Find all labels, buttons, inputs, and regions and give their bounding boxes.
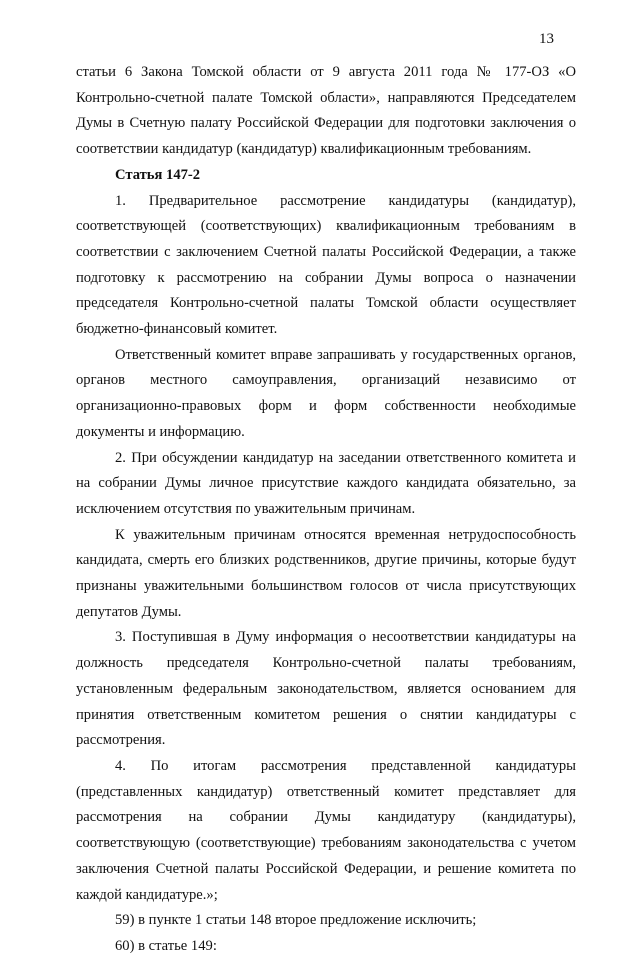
paragraph-valid-reasons: К уважительным причинам относятся временная нетрудоспособность кандидата, смерть его близких родственников, другие причины, которые будут признаны уважительными большинством голосов от числа присутствующих депутатов Думы.: [76, 526, 576, 620]
paragraph-continuation: статьи 6 Закона Томской области от 9 августа 2011 года № 177-ОЗ «О Контрольно-счетной палате Томской области», направляются Председателем Думы в Счетную палату Российской Федерации для подготовки заключения о соответствии кандидатур (кандидатур) квалификационным требованиям.: [76, 64, 576, 158]
document-body: [76, 60, 576, 960]
paragraph-clause-3: 3. Поступившая в Думу информация о несоответствии кандидатуры на должность председателя Контрольно-счетной палаты требованиям, установленным федеральным законодательством, является основанием для принятия ответственным комитетом решения о снятии кандидатуры с рассмотрения.: [76, 629, 576, 749]
paragraph-clause-1: 1. Предварительное рассмотрение кандидатуры (кандидатур), соответствующей (соответствующих) квалификационным требованиям в соответствии с заключением Счетной палаты Российской Федерации, а также подготовку к рассмотрению на собрании Думы вопроса о назначении председателя Контрольно-счетной палаты Томской области осуществляет бюджетно-финансовый комитет.: [76, 192, 576, 338]
paragraph-clause-4: 4. По итогам рассмотрения представленной кандидатуры (представленных кандидатур) ответственный комитет представляет для рассмотрения на собрании Думы кандидатуру (кандидатуры), соответствующую (соответствующие) требованиям законодательства с учетом заключения Счетной палаты Российской Федерации, и решение комитета по каждой кандидатуре.»;: [76, 757, 576, 903]
paragraph-committee-rights: Ответственный комитет вправе запрашивать у государственных органов, органов местного самоуправления, организаций независимо от организационно-правовых форм и форм собственности необходимые документы и информацию.: [76, 346, 576, 440]
article-heading: Статья 147-2: [115, 166, 201, 183]
paragraph-item-59: 59) в пункте 1 статьи 148 второе предложение исключить;: [115, 912, 477, 929]
paragraph-item-60: 60) в статье 149:: [115, 937, 217, 954]
paragraph-clause-2: 2. При обсуждении кандидатур на заседании ответственного комитета и на собрании Думы личное присутствие каждого кандидата обязательно, за исключением отсутствия по уважительным причинам.: [76, 449, 576, 517]
page-number: 13: [539, 31, 554, 47]
